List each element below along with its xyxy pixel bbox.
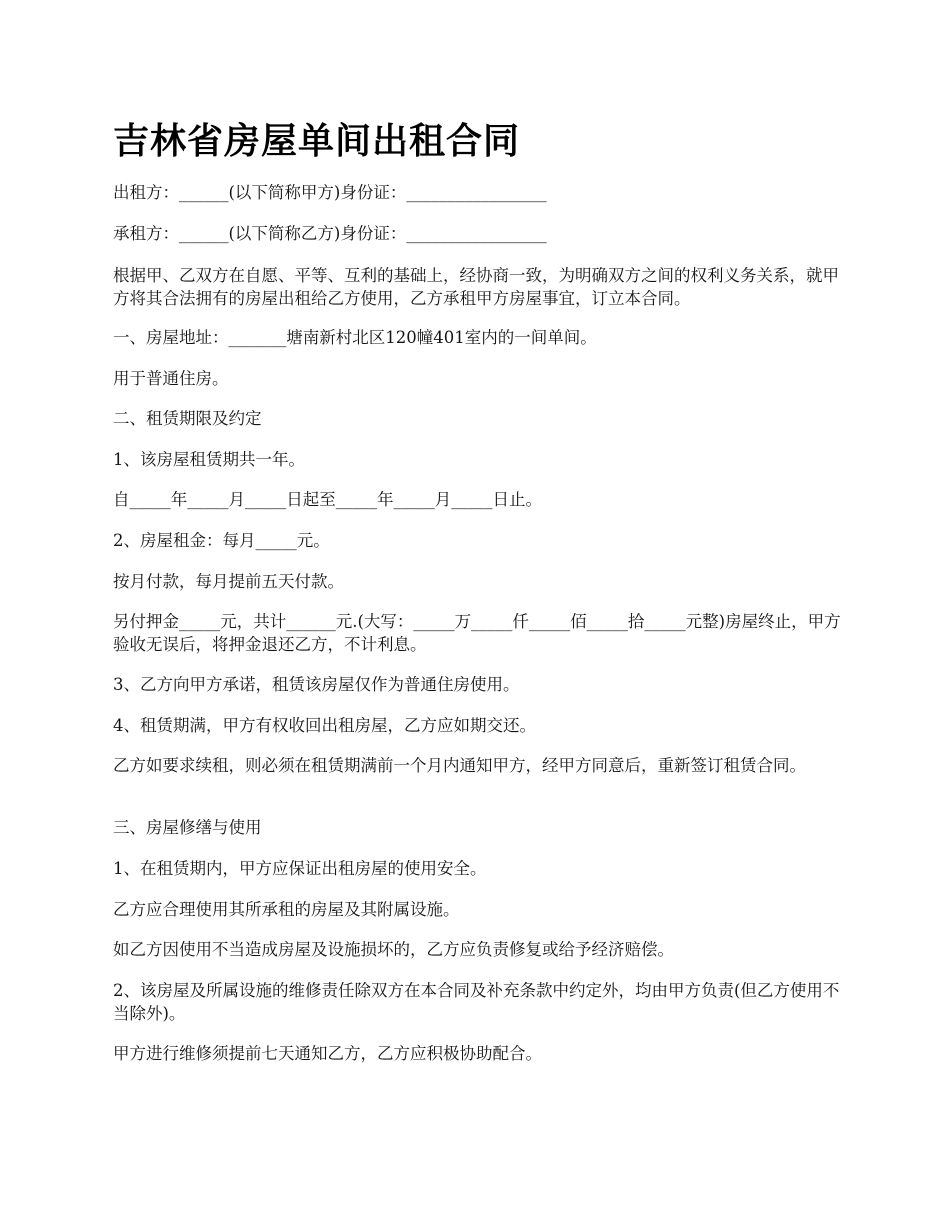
paragraph-deposit: 另付押金_____元，共计______元.(大写：_____万_____仟_____佰_____拾_____元整)房屋终止，甲方验收无误后，将押金退还乙方，不计利息。: [113, 612, 841, 654]
paragraph-address: 一、房屋地址：_______塘南新村北区120幢401室内的一间单间。: [113, 328, 597, 347]
paragraph-rent: 2、房屋租金：每月_____元。: [113, 531, 330, 550]
paragraph-maintenance: 2、该房屋及所属设施的维修责任除双方在本合同及补充条款中约定外，均由甲方负责(但乙方使用不当除外)。: [113, 981, 840, 1023]
section-heading-repair: 三、房屋修缮与使用: [113, 818, 262, 837]
paragraph-lessor: 出租方：______(以下简称甲方)身份证：_________________: [113, 183, 547, 202]
paragraph-safety: 1、在租赁期内，甲方应保证出租房屋的使用安全。: [113, 859, 487, 878]
paragraph-term-length: 1、该房屋租赁期共一年。: [113, 450, 305, 469]
paragraph-reasonable-use: 乙方应合理使用其所承租的房屋及其附属设施。: [113, 900, 460, 919]
paragraph-lessee: 承租方：______(以下简称乙方)身份证：_________________: [113, 224, 547, 243]
paragraph-damage: 如乙方因使用不当造成房屋及设施损坏的，乙方应负责修复或给予经济赔偿。: [113, 940, 674, 959]
paragraph-repair-notice: 甲方进行维修须提前七天通知乙方，乙方应积极协助配合。: [113, 1044, 542, 1063]
paragraph-payment: 按月付款，每月提前五天付款。: [113, 572, 344, 591]
document-title: 吉林省房屋单间出租合同: [113, 121, 521, 162]
paragraph-preamble: 根据甲、乙双方在自愿、平等、互利的基础上，经协商一致，为明确双方之间的权利义务关系，就甲方将其合法拥有的房屋出租给乙方使用，乙方承租甲方房屋事宜，订立本合同。: [113, 266, 839, 308]
section-heading-term: 二、租赁期限及约定: [113, 409, 262, 428]
paragraph-expiry: 4、租赁期满，甲方有权收回出租房屋，乙方应如期交还。: [113, 716, 536, 735]
paragraph-usage: 用于普通住房。: [113, 369, 229, 388]
paragraph-term-dates: 自_____年_____月_____日起至_____年_____月_____日止。: [113, 490, 542, 509]
paragraph-use-promise: 3、乙方向甲方承诺，租赁该房屋仅作为普通住房使用。: [113, 675, 520, 694]
paragraph-renewal: 乙方如要求续租，则必须在租赁期满前一个月内通知甲方，经甲方同意后，重新签订租赁合同。: [113, 756, 806, 775]
